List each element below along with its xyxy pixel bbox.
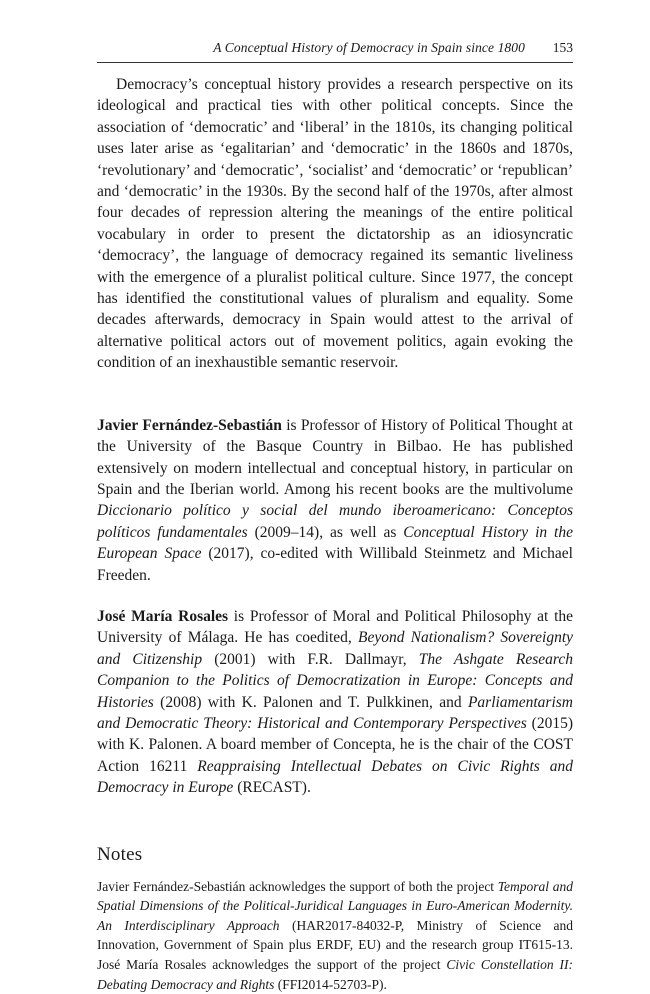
book-page (97, 40, 573, 994)
running-header (97, 40, 573, 62)
bio-text: (2008) with K. Palonen and T. Pulkkinen, and (153, 693, 468, 711)
intro-paragraph: Democracy’s conceptual history provides a research perspective on its ideological and practical ties with other political concepts. Since the association of ‘democratic’ and ‘liberal’ in the 1810s, its changing political uses later arise as ‘egalitarian’ and ‘democratic’ in the 1860s and 1870s, ‘revolutionary’ and ‘democratic’, ‘socialist’ and ‘democratic’ or ‘republican’ and ‘democratic’ in the 1930s. By the second half of the 1970s, after almost four decades of repression altering the meanings of the entire political vocabulary in order to present the dictatorship as an idiosyncratic ‘democracy’, the language of democracy regained its semantic liveliness with the emergence of a pluralist political culture. Since 1977, the concept has identified the constitutional values of pluralism and equality. Some decades afterwards, democracy in Spain would attest to the arrival of alternative political actors out of movement politics, again evoking the condition of an inexhaustible semantic reservoir. (97, 76, 573, 372)
header-rule (97, 62, 573, 63)
book-title: Diccionario político y social del mundo iberoamericano: Conceptos políticos fundamentales (97, 502, 573, 541)
project-title: Reappraising Intellectual Debates on Civic Rights and Democracy in Europe (97, 757, 573, 797)
bio-text: (RECAST). (233, 779, 311, 797)
bio-text: (2017), co-edited with Willibald Steinmetz and Michael Freeden. (97, 545, 573, 584)
running-title: A Conceptual History of Democracy in Spain since 1800 (213, 40, 525, 55)
bio-text: (2015) with K. Palonen. A board member of Concepta, he is the chair of the COST Action 16211 (97, 714, 574, 775)
author-name: José María Rosales (97, 607, 229, 625)
note-text: Javier Fernández-Sebastián acknowledges the support of both the project (97, 878, 498, 894)
note-text: (HAR2017-84032-P, Ministry of Science and Innovation, Government of Spain plus ERDF, EU) and the research group IT615-13. José María Rosales acknowledges the support of the project (97, 917, 573, 972)
bio-text: is Professor of History of Political Thought at the University of the Basque Country in Bilbao. He has published extensively on modern intellectual and conceptual history, in particular on Spain and the Iberian world. Among his recent books are the multivolume (97, 416, 573, 498)
book-title: Parliamentarism and Democratic Theory: Historical and Contemporary Perspectives (97, 693, 573, 732)
project-title: Civic Constellation II: Debating Democracy and Rights (97, 956, 573, 992)
author-bio-fernandez-sebastian (97, 415, 573, 586)
bio-text: is Professor of Moral and Political Philosophy at the University of Málaga. He has coedited, (97, 607, 574, 647)
notes-heading: Notes (97, 843, 143, 865)
book-title: Beyond Nationalism? Sovereignty and Citizenship (97, 629, 573, 668)
bio-text: (2001) with F.R. Dallmayr, (202, 650, 419, 668)
author-bio-rosales (97, 606, 573, 799)
project-title: Temporal and Spatial Dimensions of the Political-Juridical Languages in Euro-American Modernity. An Interdisciplinary Approach (97, 878, 574, 933)
bio-text: (2009–14), as well as (247, 523, 404, 541)
note-text: (FFI2014-52703-P). (274, 976, 387, 992)
author-name: Javier Fernández-Sebastián (97, 416, 282, 434)
notes-paragraph (97, 877, 573, 994)
book-title: The Ashgate Research Companion to the Politics of Democratization in Europe: Concepts and Histories (97, 650, 573, 711)
page-number: 153 (552, 40, 573, 55)
book-title: Conceptual History in the European Space (97, 523, 573, 563)
